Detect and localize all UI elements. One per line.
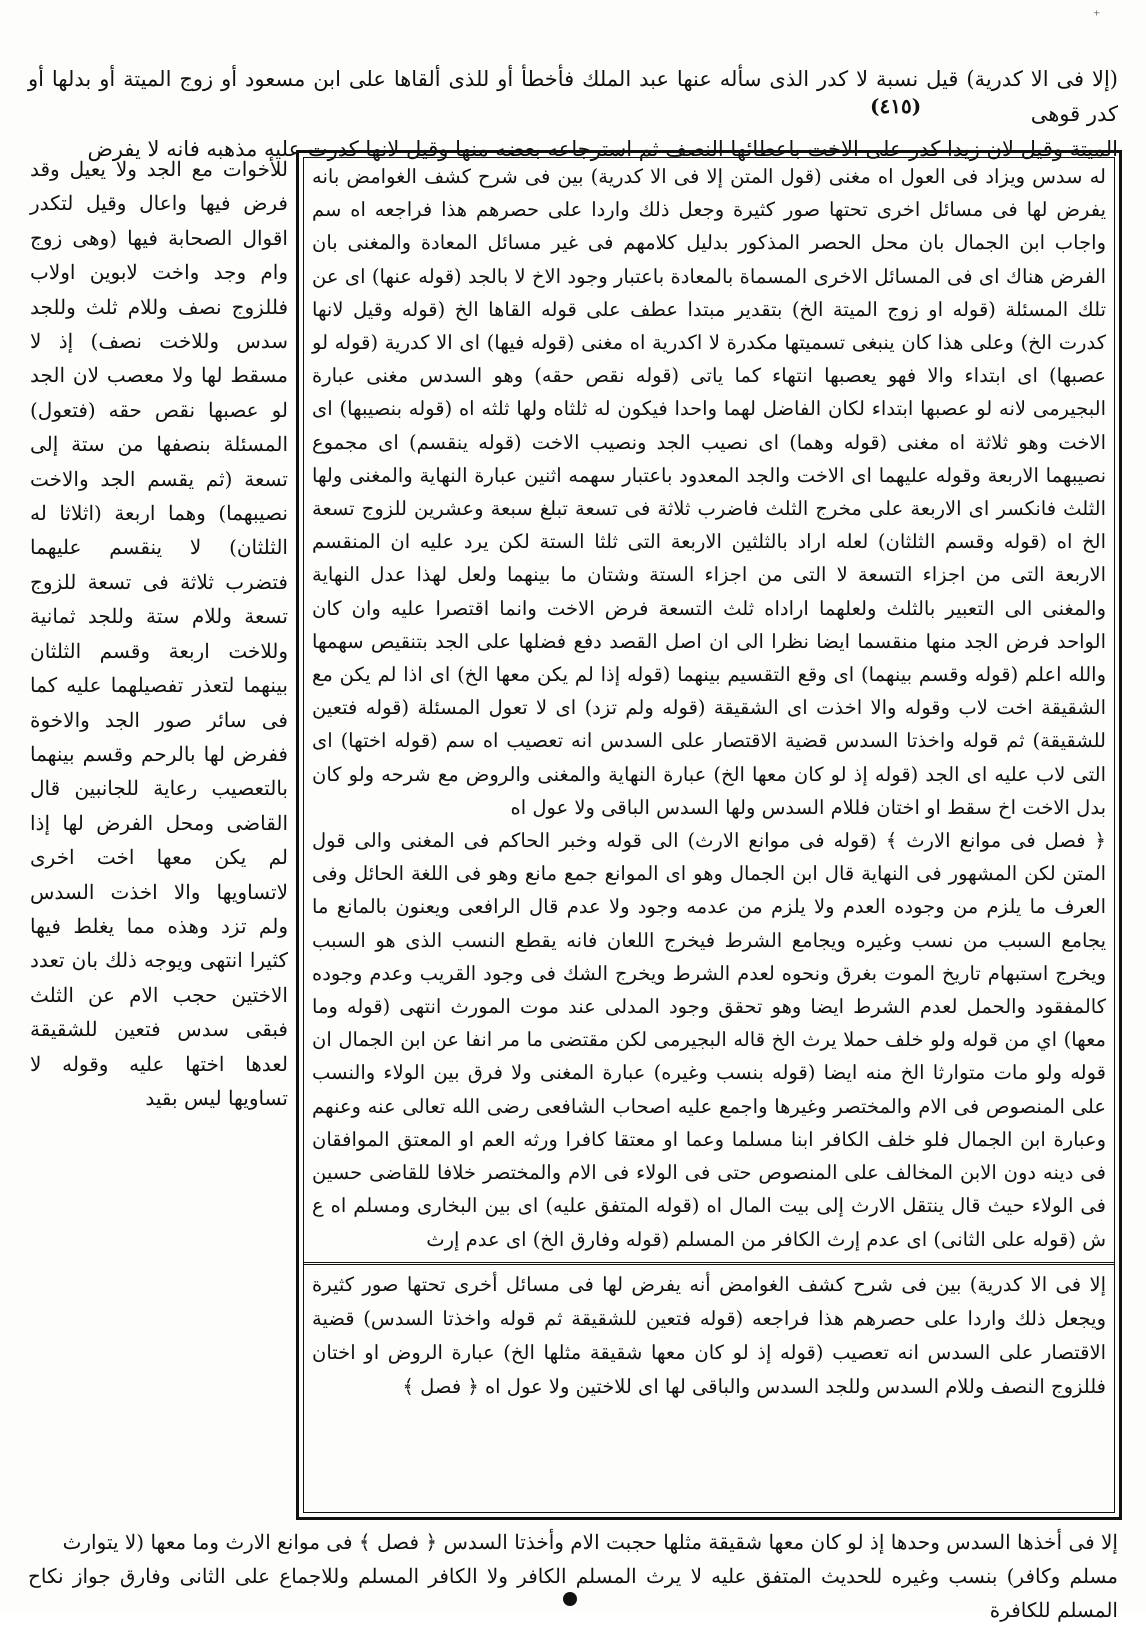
commentary-paragraph-1: له سدس ويزاد فى العول اه مغنى (قول المتن إلا فى الا كدرية) بين فى شرح كشف الغوامض بانه يفرض لها فى مسائل اخرى تحتها صور كثيرة وجعل ذلك واردا على حصرهم هذا فراجعه اه سم واجاب ابن الجمال بان محل الحصر المذكور بدليل كلامهم فى غير مسائل المعادة والمغنى بان الفرض هناك اى فى المسائل الاخرى المسماة بالمعادة باعتبار وجود الاخ لا بالجد (قوله عنها) اى عن تلك المسئلة (قوله او زوج الميتة الخ) بتقدير مبتدا عطف على قوله القاها الخ (قوله وقيل لانها كدرت الخ) وعلى هذا كان ينبغى تسميتها مكدرة لا اكدرية اه مغنى (قوله فيها) اى الا كدرية (قوله لو عصبها) اى ابتداء والا فهو يعصبها انتهاء كما ياتى (قوله نقص حقه) وهو السدس مغنى عبارة البجيرمى لانه لو عصبها ابتداء لكان الفاضل لهما واحدا فيكون له ثلثاه ولها ثلثه اه (قوله بنصيبها) اى الاخت وهو ثلاثة اه مغنى (قوله وهما) اى نصيب الجد ونصيب الاخت (قوله ينقسم) اى مجموع نصيبهما الاربعة وقوله عليهما اى الاخت والجد المعدود باعتبار سهمه اثنين عبارة النهاية والمغنى ولها الثلث فانكسر اى الاربعة على مخرج الثلث فاضرب ثلاثة فى تسعة تبلغ سبعة وعشرين للزوج تسعة الخ اه (قوله وقسم الثلثان) لعله اراد بالثلثين الاربعة التى ثلثا الستة لكن يرد عليه ان المنقسم الاربعة التى من اجزاء التسعة لا التى من اجزاء الستة وشتان ما بينهما ولعل لهذا عدل النهاية والمغنى الى التعبير بالثلث ولعلهما اراداه ثلث التسعة فرض الاخت وانما اقتصرا عليه وان كان الواحد فرض الجد منها منقسما ايضا نظرا الى ان اصل القصد دفع فضلها على الجد بتنقيص سهمها والله اعلم (قوله وقسم بينهما) اى وقع التقسيم بينهما (قوله إذا لم يكن معها الخ) اى اذا لم يكن مع الشقيقة اخت لاب وقوله والا اخذت اى الشقيقة (قوله ولم تزد) اى لا تعول المسئلة (قوله فتعين للشقيقة) ثم قوله واخذتا السدس قضية الاقتصار على السدس انه تعصيب اه سم (قوله اختها) اى التى لاب عليه اى الجد (قوله إذ لو كان معها الخ) عبارة النهاية والمغنى والروض مع شرحه ولو كان بدل الاخت اخ سقط او اختان فللام السدس ولها السدس الباقى ولا عول اه [312, 165, 1106, 819]
side-column-text: للأخوات مع الجد ولا يعيل وقد فرض فيها واعال وقيل لتكدر اقوال الصحابة فيها (وهى زوج وام وجد واخت لابوين اولاب فللزوج نصف وللام ثلث وللجد سدس وللاخت نصف) إذ لا مسقط لها ولا معصب لان الجد لو عصبها نقص حقه (فتعول) المسئلة بنصفها من ستة إلى تسعة (ثم يقسم الجد والاخت نصيبهما) وهما اربعة (اثلاثا له الثلثان) لا ينقسم عليهما فتضرب ثلاثة فى تسعة للزوج تسعة وللام ستة وللجد ثمانية وللاخت اربعة وقسم الثلثان بينهما لتعذر تفصيلهما عليه كما فى سائر صور الجد والاخوة ففرض لها بالرحم وقسم بينهما بالتعصيب رعاية للجانبين قال القاضى ومحل الفرض لها إذا لم يكن معها اخت اخرى لاتساويها والا اخذت السدس ولم تزد وهذه مما يغلط فيها كثيرا انتهى ويوجه ذلك بان تعدد الاختين حجب الام عن الثلث فبقى سدس فتعين للشقيقة لعدها اختها عليه وقوله لا تساويها ليس بقيد [30, 157, 288, 1110]
header-line-2: الميتة وقيل لان زيدا كدر على الاخت باعطائها النصف ثم استرجاعه بعضه منها وقيل لانها كدرت عليه مذهبه فانه لا يفرض [87, 137, 1118, 161]
page-number: (٤١٥) [870, 94, 922, 118]
commentary-paragraph-2: (قوله فى موانع الارث) الى قوله وخبر الحاكم فى المغنى والى قول المتن لكن المشهور فى النهاية قال ابن الجمال وهو اى الموانع جمع مانع وهو فى اللغة الحائل وفى العرف ما يلزم من وجوده العدم ولا يلزم من عدمه وجود ولا عدم قال الرافعى ويعنون بالمانع ما يجامع السبب من نسب وغيره ويجامع الشرط فيخرج اللعان فانه يقطع النسب الذى هو السبب ويخرج استبهام تاريخ الموت بغرق ونحوه لعدم الشرط ويخرج الشك فى وجود القريب وعدم وجوده كالمفقود والحمل لعدم الشرط ايضا وهو تحقق وجود المدلى عند موت المورث انتهى (قوله وما معها) اي من قوله ولو خلف حملا يرث الخ قاله البجيرمى لكن مقتضى ما مر انفا عن ابن الجمال ان قوله ولو مات متوارثا الخ منه ايضا (قوله بنسب وغيره) عبارة المغنى ولا فرق بين الولاء والنسب على المنصوص فى الام والمختصر وغيرها واجمع عليه اصحاب الشافعى رضى الله تعالى عنه وعنهم وعبارة ابن الجمال فلو خلف الكافر ابنا مسلما وعما او معتقا كافرا ورثه العم او المعتق الموافقان فى دينه دون الابن المخالف على المنصوص حتى فى الولاء فى الام والمختصر خلافا للقاضى حسين فى الولاء حيث قال ينتقل الارث إلى بيت المال اه (قوله المتفق عليه) اى بين البخارى ومسلم اه ع ش (قوله على الثانى) اى عدم إرث الكافر من المسلم (قوله وفارق الخ) اى عدم إرث [312, 829, 1106, 1251]
commentary-text [312, 160, 1106, 1256]
commentary-divider [303, 1262, 1115, 1265]
lower-commentary-box [312, 1268, 1106, 1404]
footer-line-2: مسلم وكافر) بنسب وغيره للحديث المتفق عليه لا يرث المسلم الكافر ولا الكافر المسلم وللاجماع على الثانى وفارق جواز نكاح المسلم للكافرة [28, 1564, 1118, 1622]
fasl-heading: ﴿ فصل فى موانع الارث ﴾ [885, 829, 1106, 853]
footer-line-1: إلا فى أخذها السدس وحدها إذ لو كان معها شقيقة مثلها حجبت الام وأخذتا السدس ﴿ فصل ﴾ فى موانع الارث وما معها (لا يتوارث [62, 1530, 1118, 1554]
lower-box-fasl-label: ﴿ فصل ﴾ [402, 1375, 479, 1398]
header-line-1: (إلا فى الا كدرية) قيل نسبة لا كدر الذى سأله عنها عبد الملك فأخطأ أو للذى ألقاها على ابن مسعود أو زوج الميتة أو بدلها أو كدر قوهى [28, 67, 1118, 126]
corner-mark-icon: ⁺ [1093, 8, 1101, 24]
page-bullet-icon [563, 1592, 577, 1606]
lower-box-text: إلا فى الا كدرية) بين فى شرح كشف الغوامض أنه يفرض لها فى مسائل أخرى تحتها صور كثيرة ويجعل ذلك واردا على حصرهم هذا فراجعه (قوله فتعين للشقيقة ثم قوله واخذتا السدس) قضية الاقتصار على السدس انه تعصيب (قوله إذ لو كان معها شقيقة مثلها الخ) عبارة الروض او اختان فللزوج النصف وللام السدس وللجد السدس والباقى لها اى للاختين ولا عول اه [312, 1273, 1106, 1398]
